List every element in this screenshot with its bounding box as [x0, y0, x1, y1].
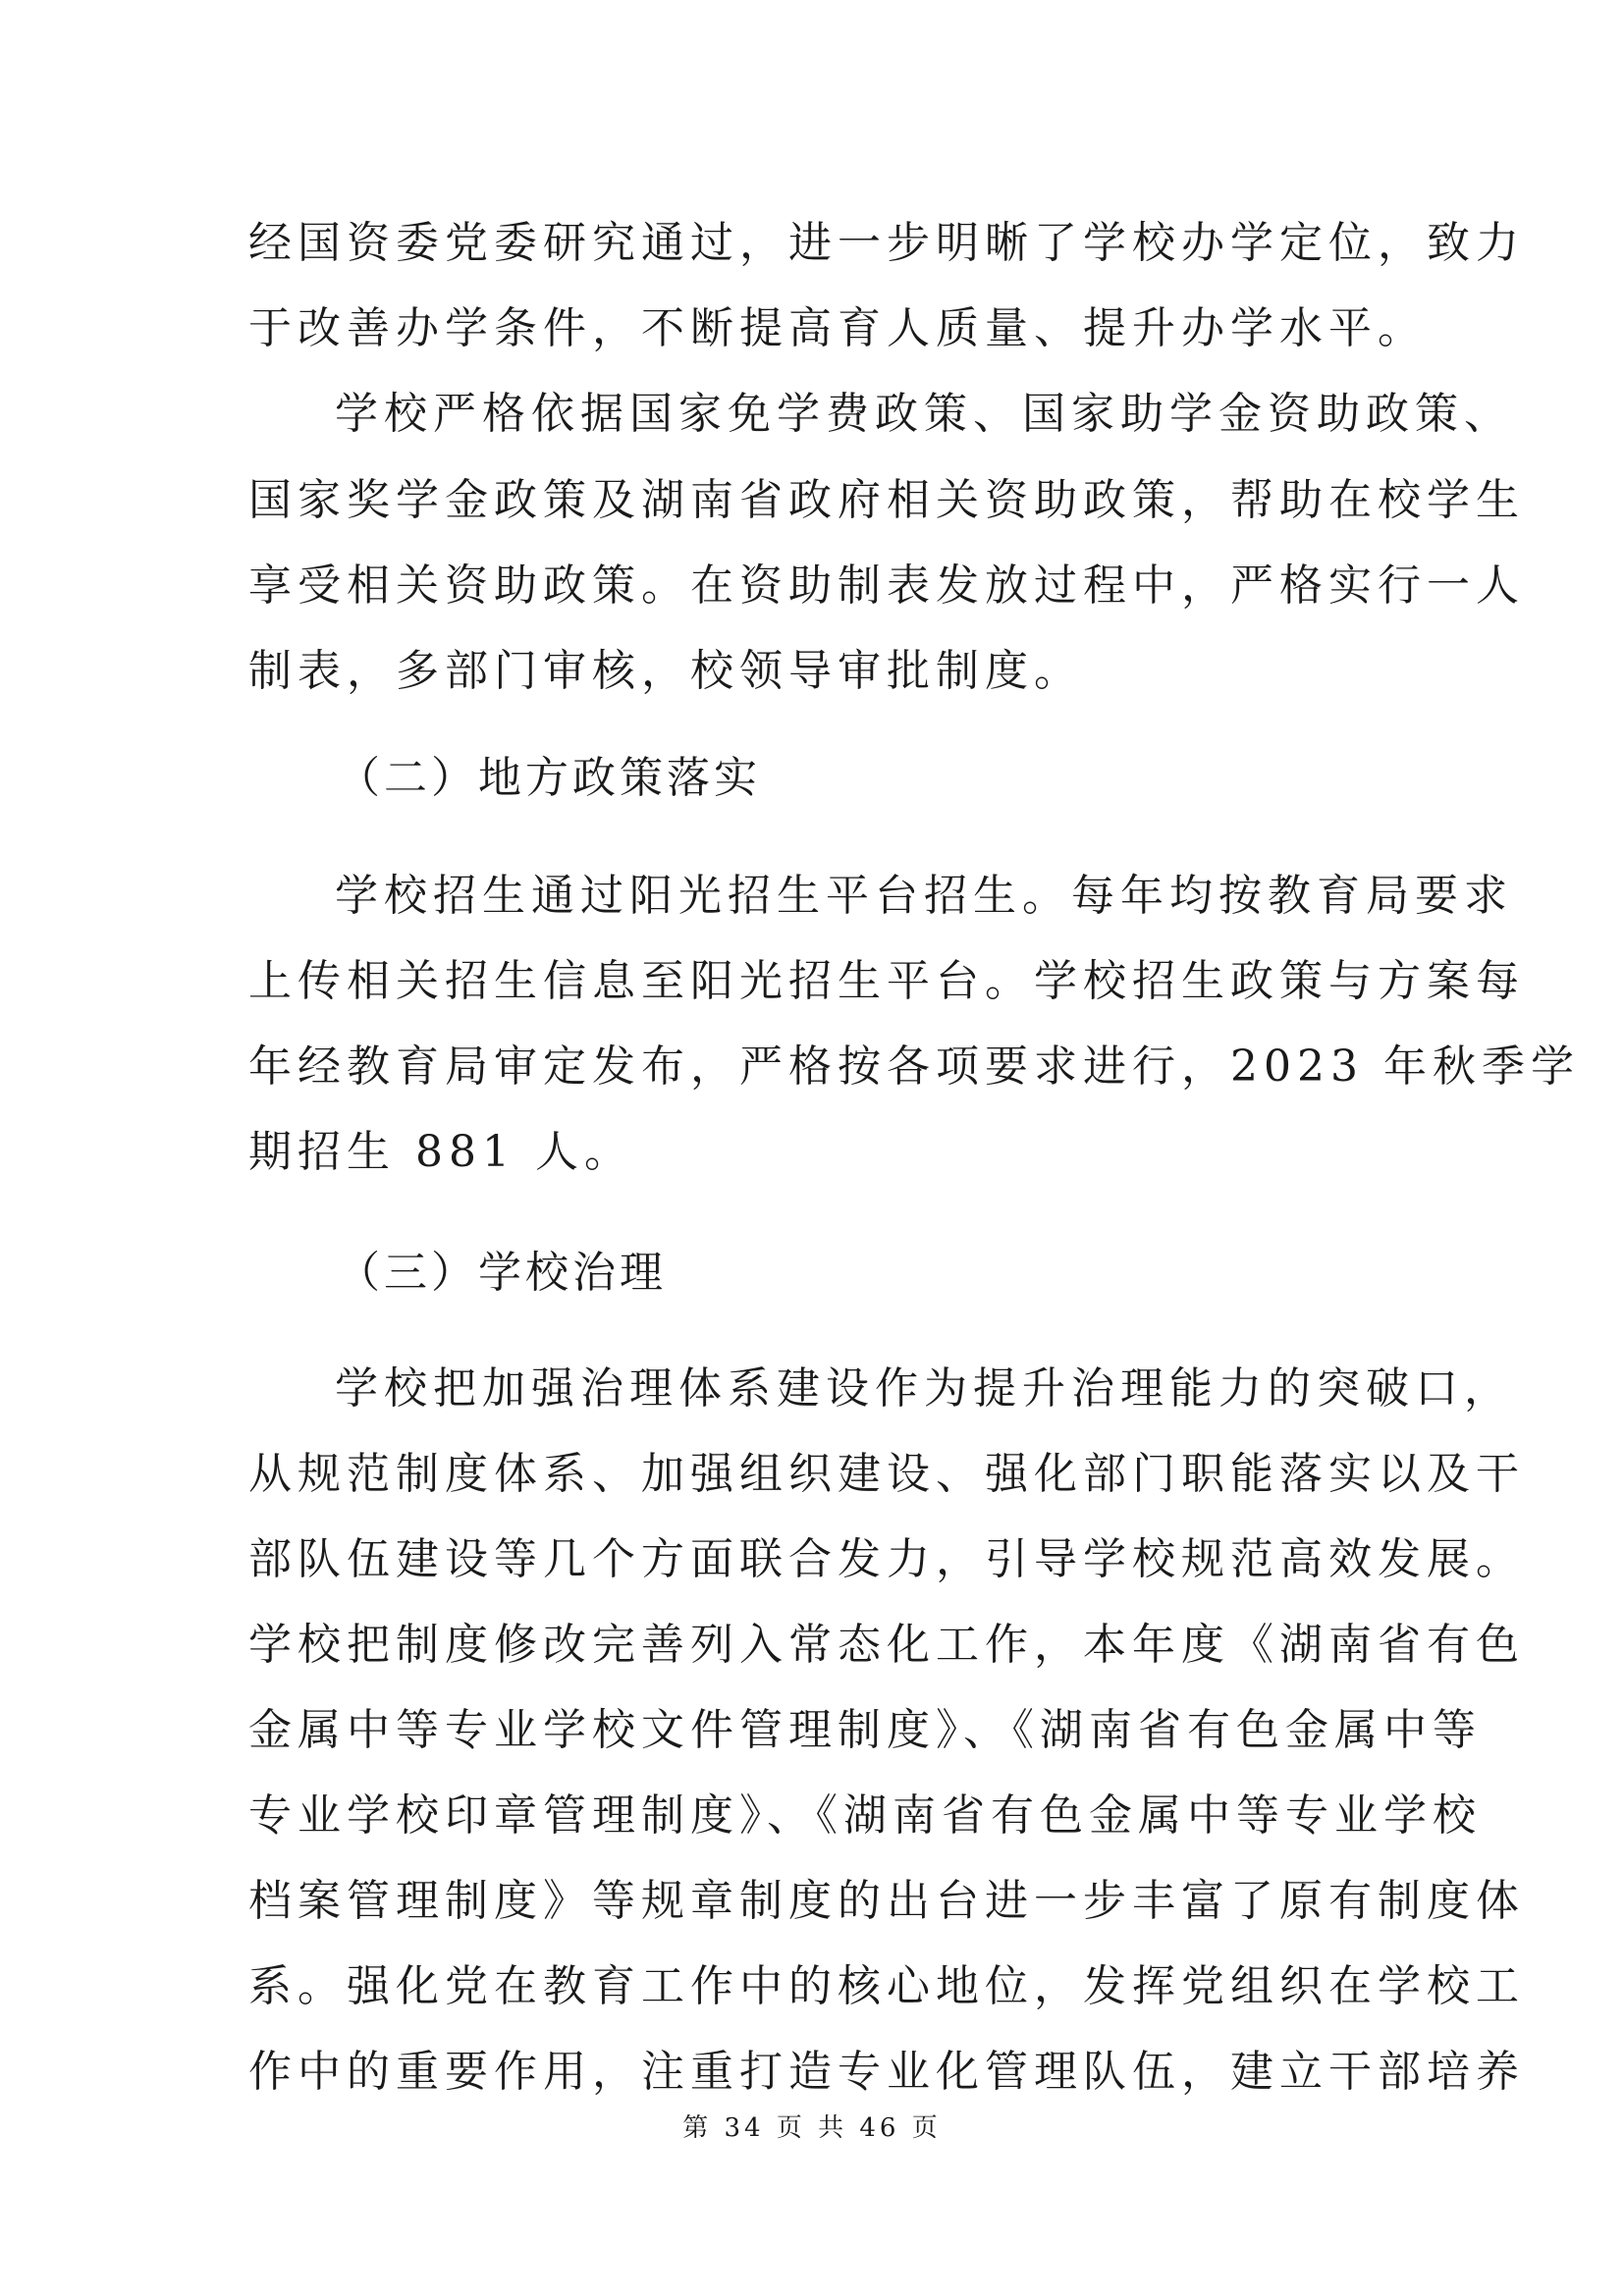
- paragraph-line: 从规范制度体系、加强组织建设、强化部门职能落实以及干: [248, 1449, 1525, 1499]
- paragraph-line: 专业学校印章管理制度》、《湖南省有色金属中等专业学校: [248, 1790, 1482, 1841]
- paragraph-line: 期招生 881 人。: [248, 1127, 633, 1177]
- paragraph-line: 上传相关招生信息至阳光招生平台。学校招生政策与方案每: [248, 956, 1525, 1006]
- section-heading: （三）学校治理: [337, 1248, 667, 1298]
- paragraph-line: 系。强化党在教育工作中的核心地位，发挥党组织在学校工: [248, 1961, 1525, 2011]
- paragraph-line: 学校把加强治理体系建设作为提升治理能力的突破口，: [335, 1363, 1513, 1414]
- paragraph-line: 作中的重要作用，注重打造专业化管理队伍，建立干部培养: [248, 2047, 1525, 2097]
- section-heading: （二）地方政策落实: [337, 753, 761, 803]
- paragraph-line: 学校把制度修改完善列入常态化工作，本年度《湖南省有色: [248, 1620, 1525, 1670]
- paragraph-line: 档案管理制度》等规章制度的出台进一步丰富了原有制度体: [248, 1876, 1525, 1926]
- paragraph-line: 于改善办学条件，不断提高育人质量、提升办学水平。: [248, 303, 1427, 353]
- paragraph-line: 年经教育局审定发布，严格按各项要求进行，2023 年秋季学: [248, 1041, 1580, 1092]
- paragraph-line: 金属中等专业学校文件管理制度》、《湖南省有色金属中等: [248, 1705, 1482, 1755]
- page-number-footer: 第 34 页 共 46 页: [682, 2113, 942, 2143]
- paragraph-line: 经国资委党委研究通过，进一步明晰了学校办学定位，致力: [248, 218, 1525, 268]
- paragraph-line: 制表，多部门审核，校领导审批制度。: [248, 646, 1083, 696]
- paragraph-line: 享受相关资助政策。在资助制表发放过程中，严格实行一人: [248, 561, 1525, 611]
- paragraph-line: 学校严格依据国家免学费政策、国家助学金资助政策、: [335, 389, 1513, 439]
- paragraph-line: 部队伍建设等几个方面联合发力，引导学校规范高效发展。: [248, 1534, 1525, 1584]
- paragraph-line: 国家奖学金政策及湖南省政府相关资助政策，帮助在校学生: [248, 475, 1525, 525]
- paragraph-line: 学校招生通过阳光招生平台招生。每年均按教育局要求: [335, 871, 1513, 921]
